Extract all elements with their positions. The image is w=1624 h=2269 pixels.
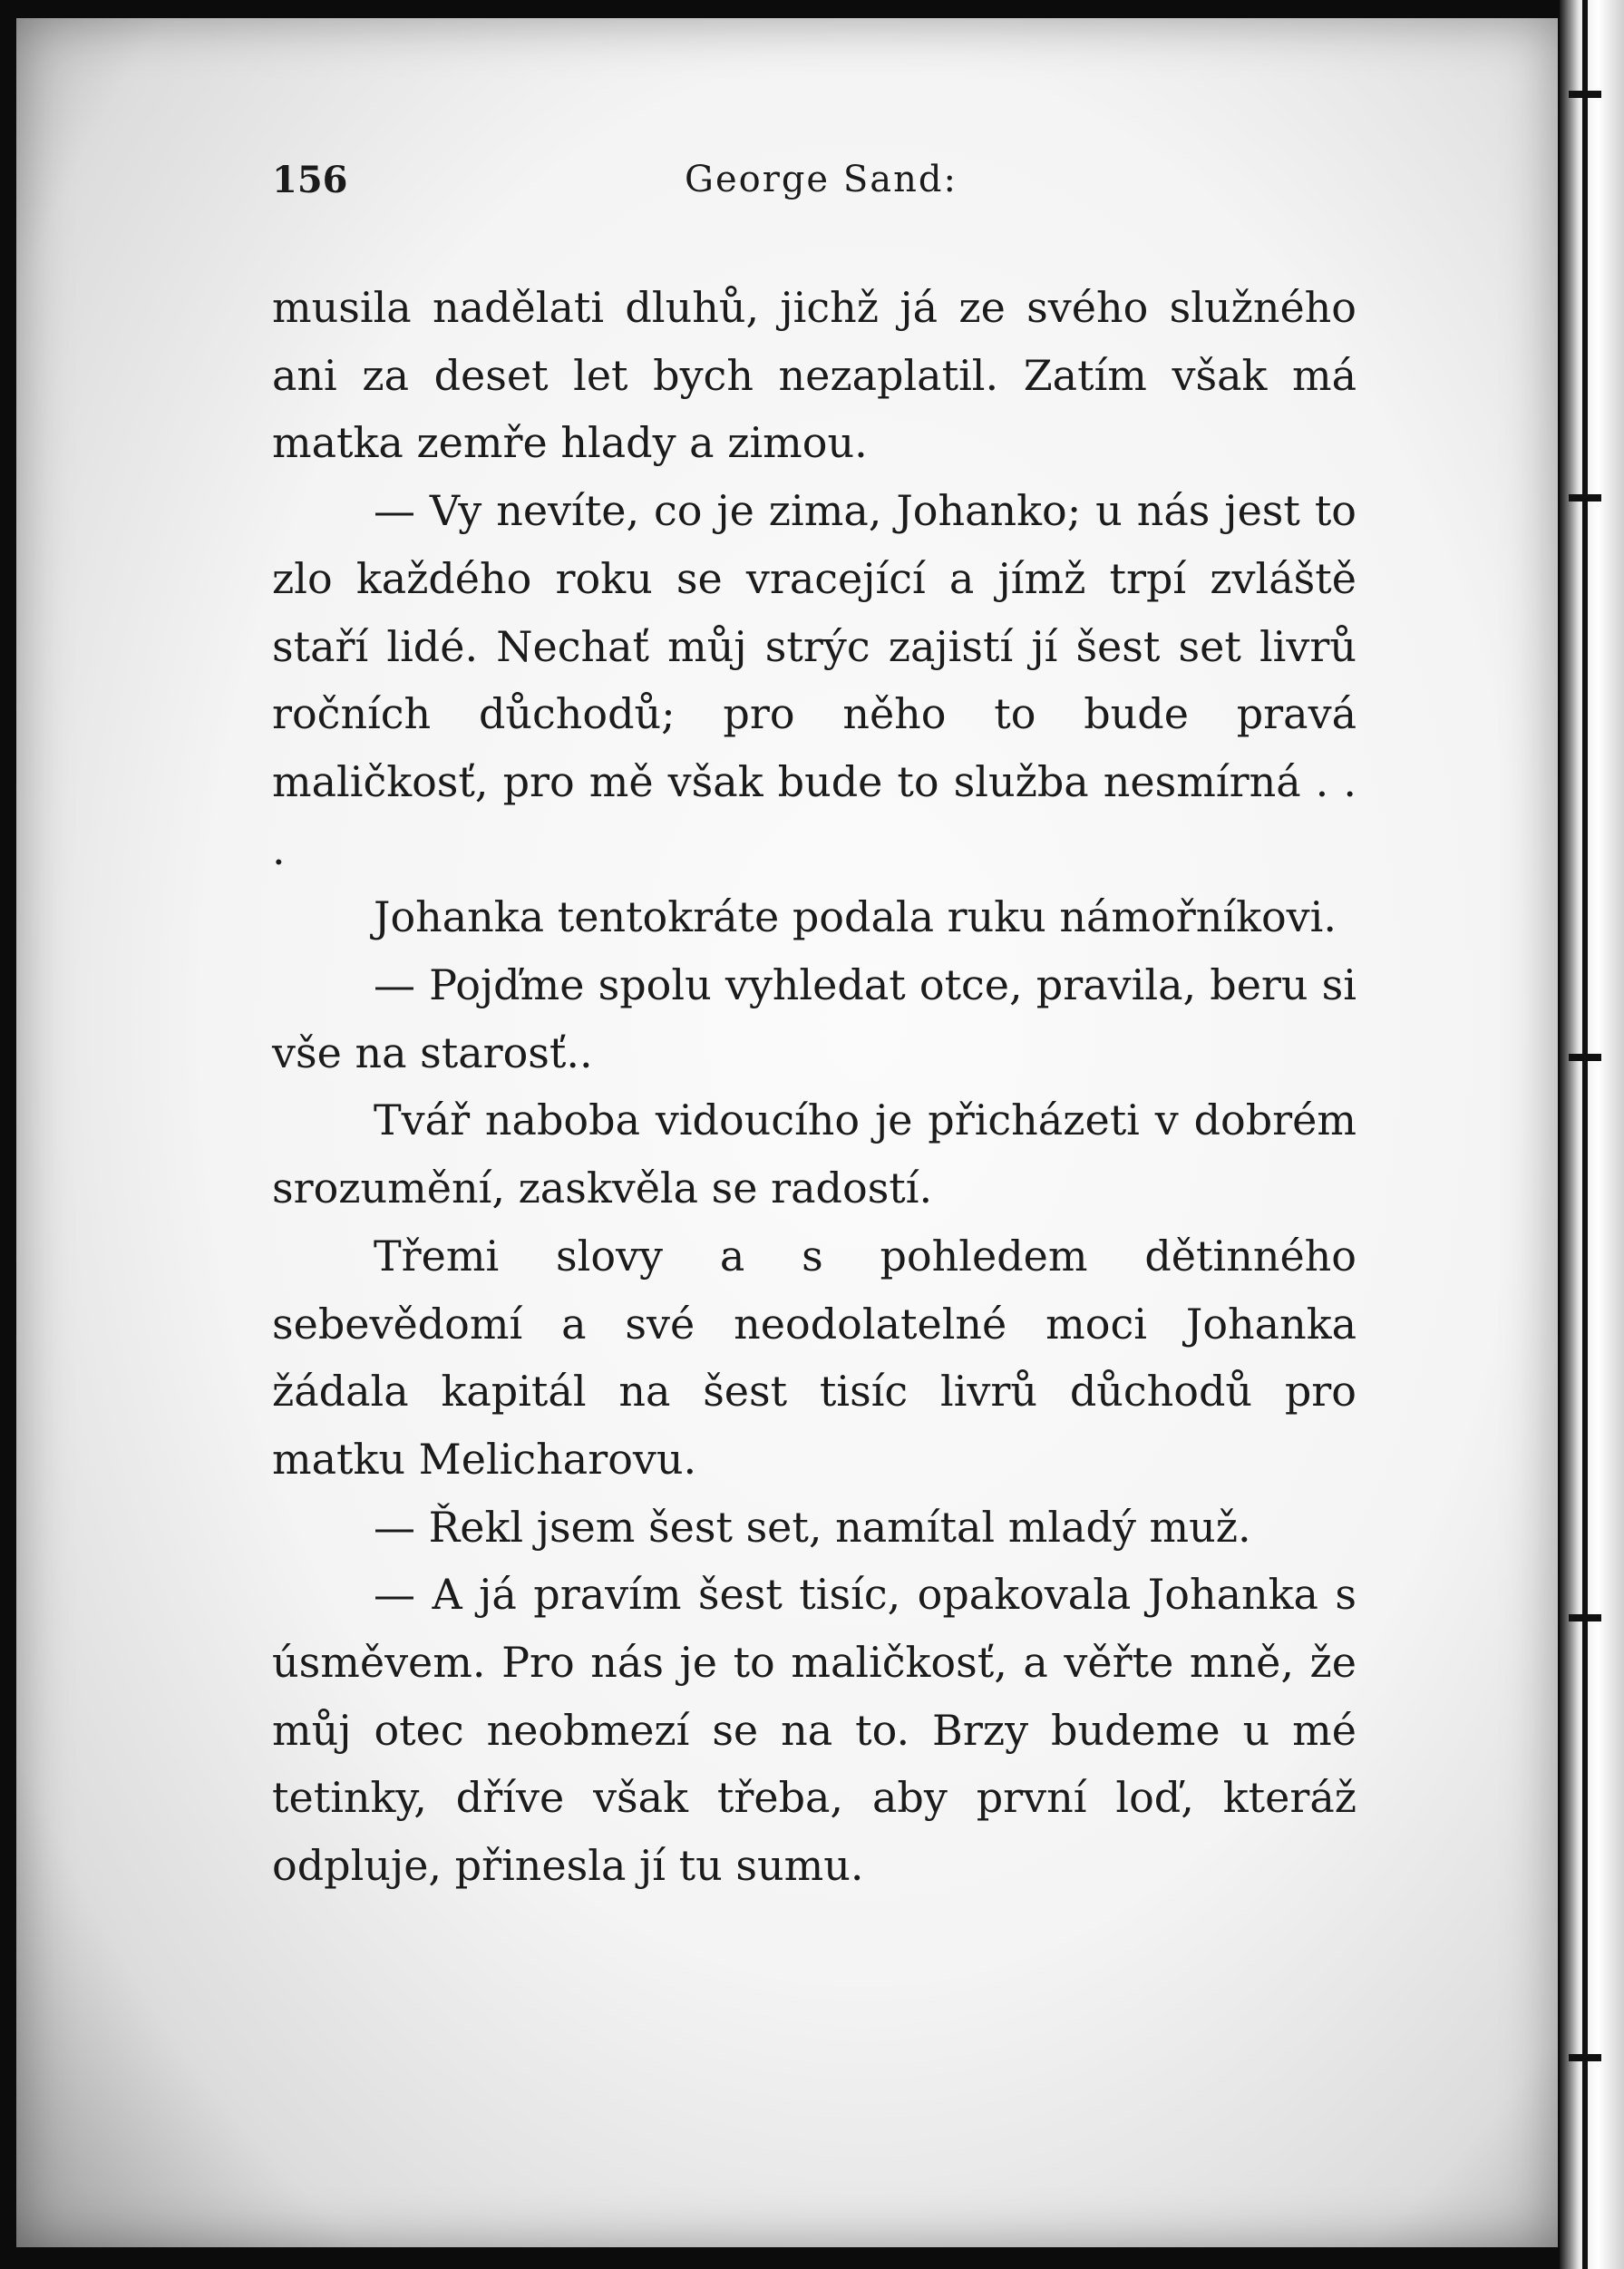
paragraph: — A já pravím šest tisíc, opakovala Johanka s úsměvem. Pro nás je to maličkosť, a věřte mně, že můj otec neobmezí se na to. Brzy budeme u mé tetinky, dříve však třeba, aby první loď, kteráž odpluje, přinesla jí tu sumu.: [272, 1570, 1357, 1891]
paragraph: — Řekl jsem šest set, namítal mladý muž.: [374, 1502, 1251, 1552]
page-number: 156: [272, 159, 348, 201]
paragraph: — Pojďme spolu vyhledat otce, pravila, beru si vše na starosť..: [272, 960, 1357, 1077]
paragraph: musila nadělati dluhů, jichž já ze svého služného ani za deset let bych nezaplatil. Zatím však má matka zemře hlady a zimou.: [272, 283, 1357, 468]
paragraph: Tvář naboba vidoucího je přicházeti v dobrém srozumění, zaskvěla se radostí.: [272, 1096, 1357, 1213]
body-text: [272, 274, 1357, 1900]
paragraph: Johanka tentokráte podala ruku námořníkovi.: [374, 892, 1337, 942]
running-head: George Sand:: [685, 159, 958, 200]
book-spine-edge: [1560, 0, 1624, 2269]
paragraph: — Vy nevíte, co je zima, Johanko; u nás jest to zlo každého roku se vracející a jímž trpí zvláště staří lidé. Nechať můj strýc zajistí jí šest set livrů ročních důchodů; pro něho to bude pravá maličkosť, pro mě však bude to služba nesmírná . . .: [272, 486, 1357, 874]
paragraph: Třemi slovy a s pohledem dětinného sebevědomí a své neodolatelné moci Johanka žádala kapitál na šest tisíc livrů důchodů pro matku Melicharovu.: [272, 1231, 1357, 1484]
spine-tick-mark: [1569, 2054, 1601, 2061]
page-header: [272, 159, 1360, 213]
spine-tick-mark: [1569, 494, 1601, 502]
spine-rule: [1582, 0, 1588, 2269]
spine-tick-mark: [1569, 1614, 1601, 1621]
spine-tick-mark: [1569, 91, 1601, 98]
spine-tick-mark: [1569, 1054, 1601, 1061]
